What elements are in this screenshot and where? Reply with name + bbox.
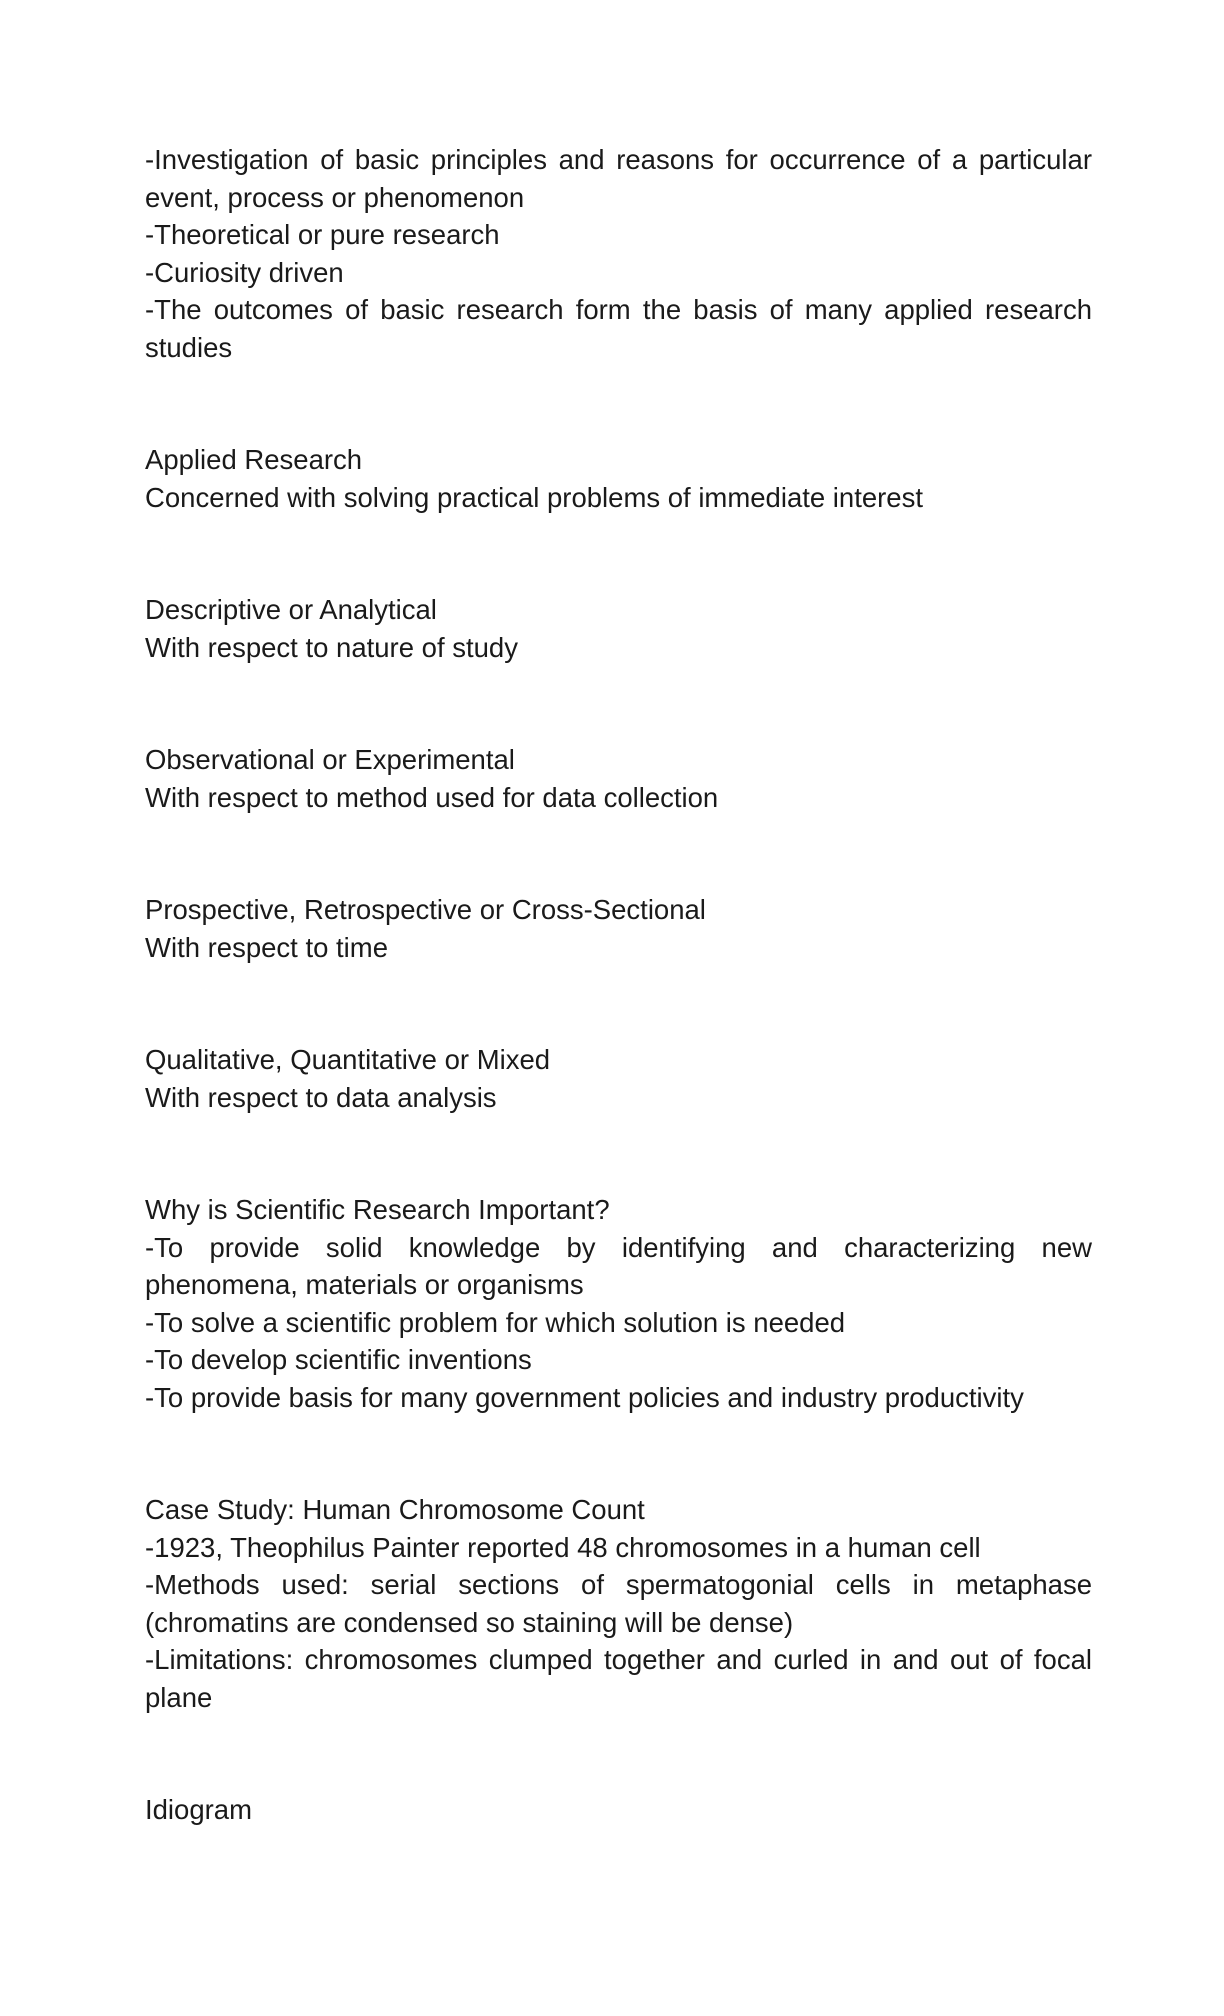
text-section xyxy=(145,591,1092,666)
text-section xyxy=(145,141,1092,366)
text-line: With respect to data analysis xyxy=(145,1081,497,1113)
text-line: studies xyxy=(145,331,233,363)
text-line: Applied Research xyxy=(145,444,363,475)
text-line: -Limitations: chromosomes clumped together and curled in and out of focal xyxy=(145,1644,1092,1675)
text-line: event, process or phenomenon xyxy=(145,181,525,213)
text-line: Observational or Experimental xyxy=(145,744,515,775)
text-section xyxy=(145,1791,1092,1829)
text-line: Descriptive or Analytical xyxy=(145,594,437,625)
text-line: (chromatins are condensed so staining will be dense) xyxy=(145,1606,794,1638)
text-section xyxy=(145,741,1092,816)
text-line: With respect to method used for data collection xyxy=(145,781,719,813)
text-line: -To solve a scientific problem for which solution is needed xyxy=(145,1306,846,1338)
paragraph-gap xyxy=(145,666,1092,741)
text-line: -Theoretical or pure research xyxy=(145,219,500,250)
paragraph-gap xyxy=(145,816,1092,891)
text-line: Case Study: Human Chromosome Count xyxy=(145,1494,645,1525)
text-line: Idiogram xyxy=(145,1794,252,1825)
text-line: Concerned with solving practical problems of immediate interest xyxy=(145,481,923,513)
paragraph-gap xyxy=(145,366,1092,441)
text-line: Qualitative, Quantitative or Mixed xyxy=(145,1044,551,1075)
text-line: -Investigation of basic principles and reasons for occurrence of a particular xyxy=(145,144,1092,175)
text-section xyxy=(145,891,1092,966)
text-line: -Methods used: serial sections of spermatogonial cells in metaphase xyxy=(145,1569,1092,1600)
paragraph-gap xyxy=(145,966,1092,1041)
text-line: -The outcomes of basic research form the basis of many applied research xyxy=(145,294,1092,325)
paragraph-gap xyxy=(145,1716,1092,1791)
text-line: -Curiosity driven xyxy=(145,256,344,288)
text-line: Prospective, Retrospective or Cross-Sectional xyxy=(145,894,706,925)
text-line: -To develop scientific inventions xyxy=(145,1344,532,1375)
text-line: Why is Scientific Research Important? xyxy=(145,1194,610,1225)
text-line: -To provide solid knowledge by identifying and characterizing new xyxy=(145,1231,1092,1263)
paragraph-gap xyxy=(145,516,1092,591)
paragraph-gap xyxy=(145,1116,1092,1191)
text-line: With respect to time xyxy=(145,931,388,963)
text-section xyxy=(145,1041,1092,1116)
text-section xyxy=(145,1491,1092,1716)
paragraph-gap xyxy=(145,1416,1092,1491)
text-line: plane xyxy=(145,1681,213,1713)
document-body xyxy=(145,141,1092,1829)
text-line: -1923, Theophilus Painter reported 48 chromosomes in a human cell xyxy=(145,1531,981,1563)
text-line: -To provide basis for many government policies and industry productivity xyxy=(145,1381,1024,1413)
text-section xyxy=(145,441,1092,516)
text-line: phenomena, materials or organisms xyxy=(145,1269,584,1300)
text-section xyxy=(145,1191,1092,1416)
text-line: With respect to nature of study xyxy=(145,631,518,663)
